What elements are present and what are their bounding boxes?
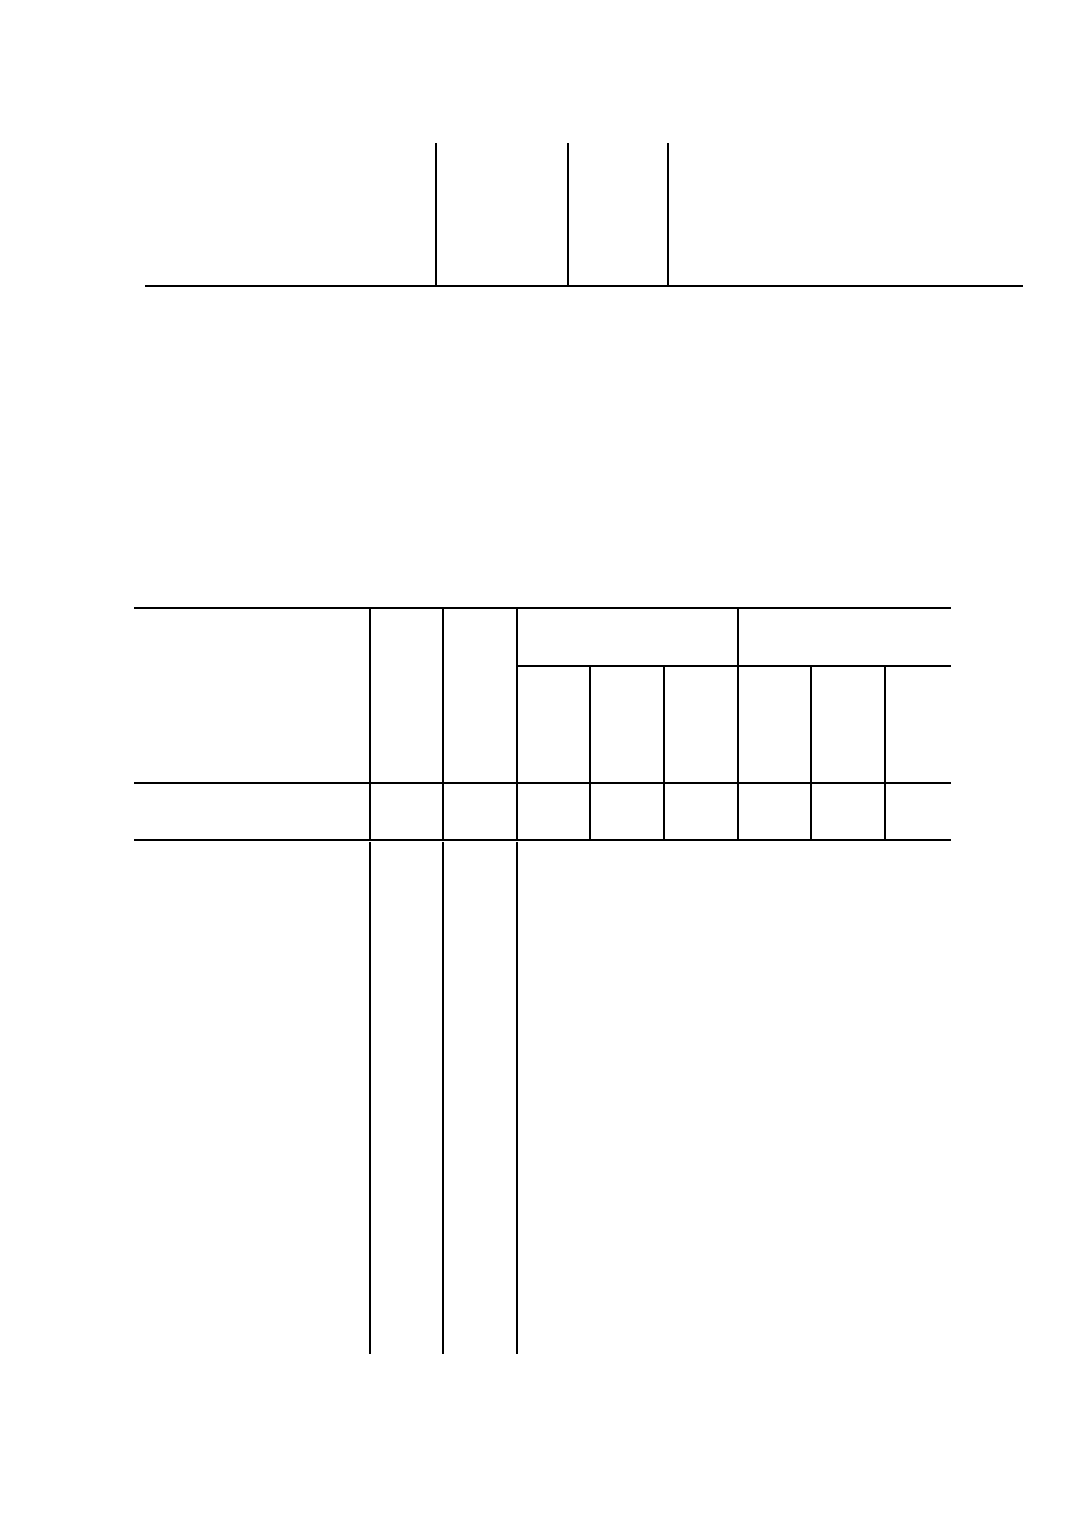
col-label-a <box>134 783 369 839</box>
col-label-2 <box>590 783 663 839</box>
header-cum-this-year <box>738 666 810 782</box>
main-table-header <box>134 607 951 840</box>
col-label-4 <box>738 783 810 839</box>
divider <box>567 143 569 286</box>
header-yoy-line2 <box>664 737 737 767</box>
header-last-year-line1 <box>590 695 663 723</box>
header-cum-yoy-line2 <box>885 737 951 767</box>
divider <box>145 285 1023 287</box>
header-cum-last-year-line1 <box>811 695 884 723</box>
col-label-b <box>370 783 442 839</box>
divider <box>435 143 437 286</box>
header-last-year-line2 <box>590 724 663 752</box>
divider <box>667 143 669 286</box>
header-this-year <box>517 666 589 782</box>
col-label-1 <box>517 783 589 839</box>
header-unit-line1 <box>370 651 442 681</box>
header-cumulative <box>738 607 951 665</box>
header-cum-yoy-line1 <box>885 681 951 711</box>
col-label-c <box>443 783 516 839</box>
header-indicator <box>134 607 369 782</box>
col-label-6 <box>885 783 951 839</box>
header-code <box>443 607 516 782</box>
header-yoy-line1 <box>664 681 737 711</box>
header-cum-last-year-line2 <box>811 724 884 752</box>
header-quarter <box>517 607 737 665</box>
col-label-3 <box>664 783 737 839</box>
col-label-5 <box>811 783 884 839</box>
header-unit-line2 <box>370 709 442 739</box>
